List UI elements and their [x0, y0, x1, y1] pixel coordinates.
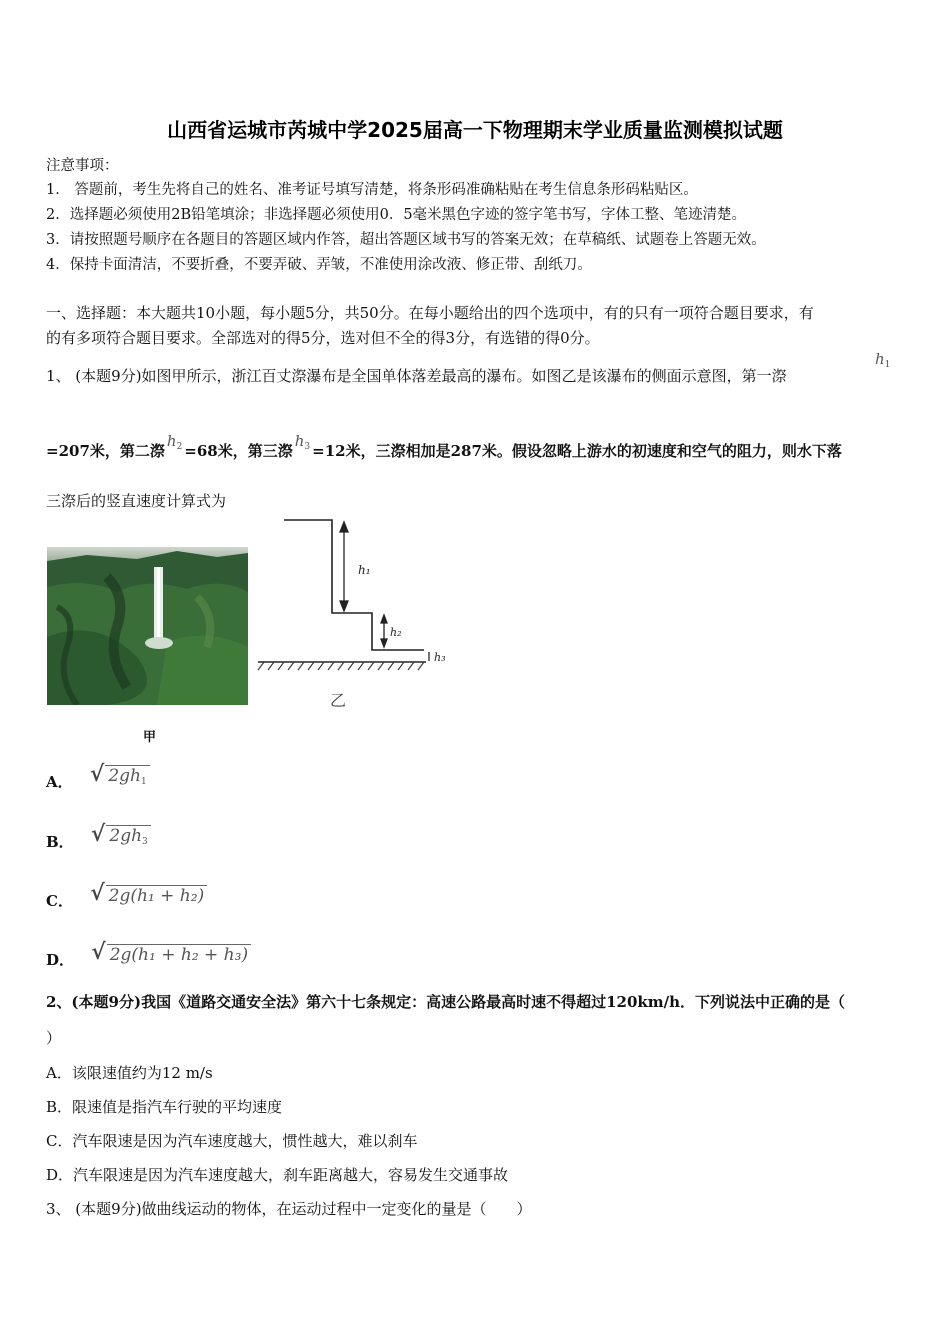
section1-line1: 一、选择题：本大题共10小题，每小题5分，共50分。在每小题给出的四个选项中，有的只有一项符合题目要求，有 [46, 304, 814, 322]
diagram-label-h1: h₁ [358, 563, 371, 577]
q1-h1-symbol: $h_1$ [875, 350, 891, 370]
q1-option-d: D． √ 2g(h₁ + h₂ + h₃) [46, 945, 251, 971]
q1-line1: 1、 (本题9分)如图甲所示，浙江百丈漈瀑布是全国单体落差最高的瀑布。如图乙是该瀑布的侧面示意图，第一漈 [46, 367, 787, 385]
note-item-2: 2．选择题必须使用2B铅笔填涂；非选择题必须使用0．5毫米黑色字迹的签字笔书写，字体工整、笔迹清楚。 [46, 207, 747, 223]
waterfall-photo [47, 547, 248, 705]
q2-line1: 2、(本题9分)我国《道路交通安全法》第六十七条规定：高速公路最高时速不得超过120km/h．下列说法中正确的是（ [46, 993, 846, 1011]
q3-line1: 3、 (本题9分)做曲线运动的物体，在运动过程中一定变化的量是（ ） [46, 1200, 532, 1218]
q1-line3: 三漈后的竖直速度计算式为 [46, 492, 227, 510]
note-item-1: 1． 答题前，考生先将自己的姓名、准考证号填写清楚，将条形码准确粘贴在考生信息条形码粘贴区。 [46, 182, 698, 198]
section1-line2: 的有多项符合题目要求。全部选对的得5分，选对但不全的得3分，有选错的得0分。 [46, 329, 600, 347]
q1-option-c: C． √ 2g(h₁ + h₂) [46, 886, 207, 912]
page-title: 山西省运城市芮城中学2025届高一下物理期末学业质量监测模拟试题 [167, 118, 783, 142]
diagram-label-h3: h₃ [434, 651, 446, 664]
notes-heading: 注意事项： [46, 158, 119, 174]
q1-option-a: A． √ $2gh_1$ [46, 767, 150, 793]
q2-option-a: A．该限速值约为12 m/s [46, 1064, 213, 1082]
photo-caption: 甲 [143, 730, 157, 745]
q2-option-b: B．限速值是指汽车行驶的平均速度 [46, 1098, 283, 1116]
q2-line2: ） [46, 1029, 62, 1047]
diagram-caption: 乙 [330, 691, 347, 710]
diagram-label-h2: h₂ [390, 626, 402, 639]
q1-option-b: B． √ $2gh_3$ [46, 827, 151, 853]
note-item-3: 3．请按照题号顺序在各题目的答题区域内作答，超出答题区域书写的答案无效；在草稿纸、试题卷上答题无效。 [46, 232, 766, 248]
q2-option-c: C．汽车限速是因为汽车速度越大，惯性越大，难以刹车 [46, 1132, 418, 1150]
q2-option-d: D．汽车限速是因为汽车速度越大，刹车距离越大，容易发生交通事故 [46, 1166, 509, 1184]
note-item-4: 4．保持卡面清洁，不要折叠，不要弄破、弄皱，不准使用涂改液、修正带、刮纸刀。 [46, 257, 592, 273]
waterfall-side-diagram [254, 512, 454, 712]
q1-line2: =207米，第二漈$h_2 =68$米，第三漈$h_3 =12$米，三漈相加是287米。假设忽略上游水的初速度和空气的阻力，则水下落 [46, 432, 842, 460]
